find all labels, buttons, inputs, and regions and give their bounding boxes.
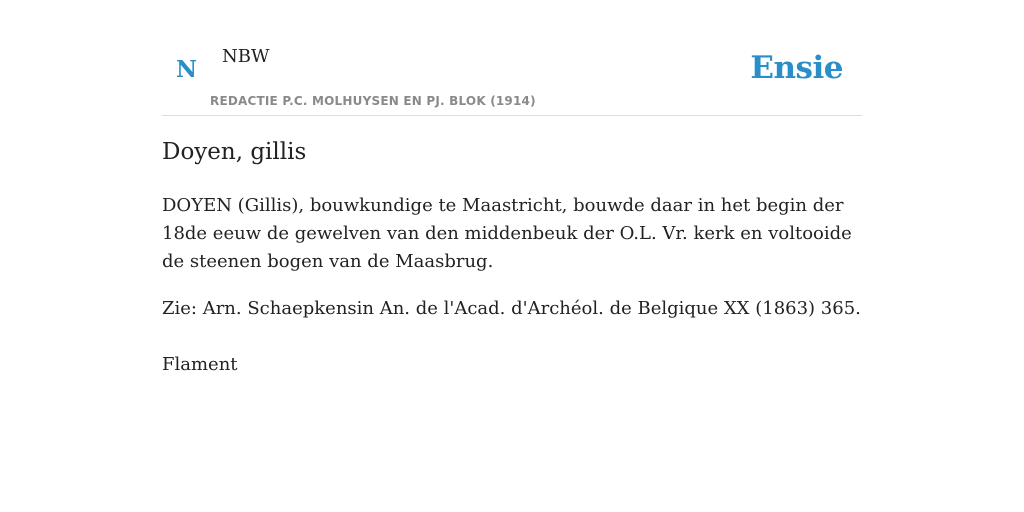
source-logo-link[interactable]: N bbox=[176, 56, 198, 83]
article-title: Doyen, gillis bbox=[162, 139, 307, 165]
page-container bbox=[162, 0, 862, 375]
article-paragraph: DOYEN (Gillis), bouwkundige te Maastricht, bouwde daar in het begin der 18de eeuw de gewelven van den middenbeuk der O.L. Vr. kerk en voltooide de steenen bogen van de Maasbrug. bbox=[162, 195, 852, 272]
article-author: Flament bbox=[162, 354, 238, 375]
article-reference: Zie: Arn. Schaepkensin An. de l'Acad. d'Archéol. de Belgique XX (1863) 365. bbox=[162, 298, 861, 319]
source-edition: REDACTIE P.C. MOLHUYSEN EN PJ. BLOK (1914) bbox=[210, 94, 536, 108]
source-header bbox=[162, 0, 862, 116]
source-name: NBW bbox=[222, 46, 270, 67]
brand-logo-link[interactable]: Ensie bbox=[750, 50, 843, 86]
